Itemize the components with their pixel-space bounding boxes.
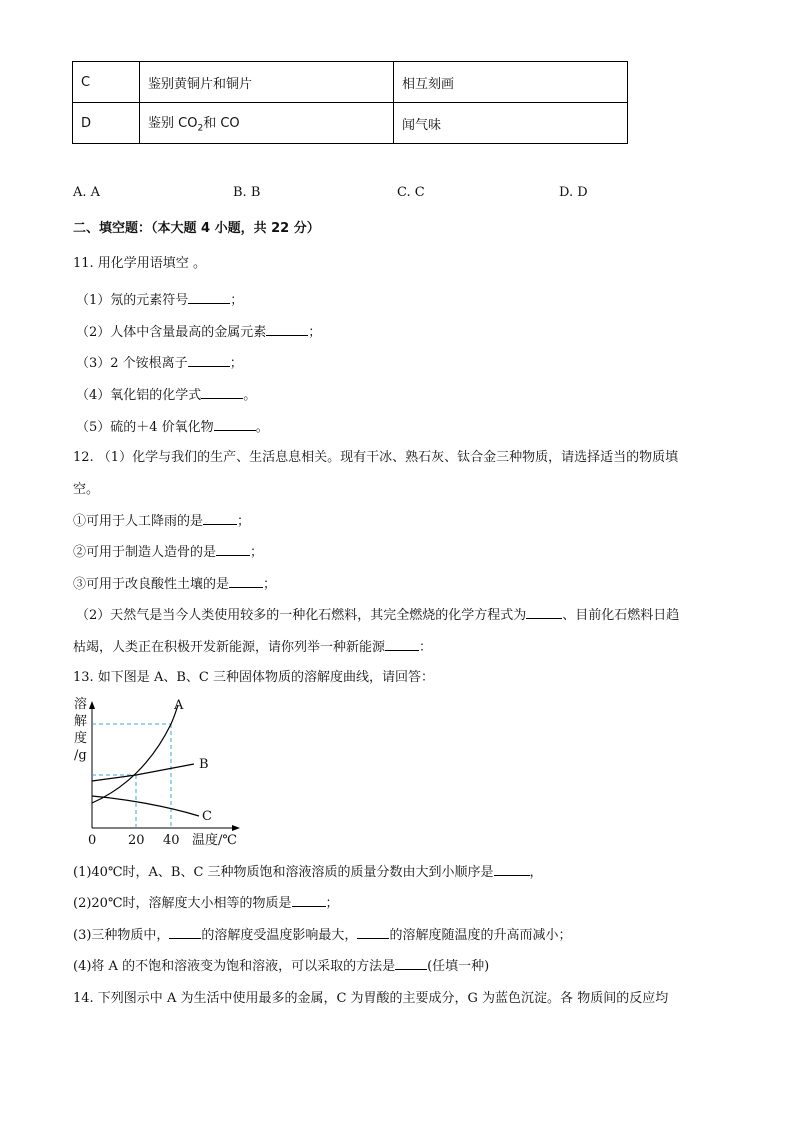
section-title: 二、填空题：（本大题 4 小题，共 22 分） <box>73 221 320 236</box>
q11-item-2: （2）人体中含量最高的金属元素 ； <box>76 325 322 340</box>
table-row <box>73 103 628 144</box>
question-11-stem: 11. 用化学用语填空 。 <box>73 256 206 271</box>
curve-c <box>92 796 199 816</box>
x-axis-label: 温度/℃ <box>192 833 237 848</box>
q11-item-4: （4）氧化铝的化学式 。 <box>76 388 257 403</box>
curve-label-c: C <box>202 809 212 824</box>
choice-c: C. C <box>397 185 425 200</box>
x-tick-label: 40 <box>163 833 180 848</box>
choice-d: D. D <box>559 185 588 200</box>
row-item: 鉴别黄铜片和铜片 <box>140 62 394 103</box>
y-label-char: /g <box>74 748 87 763</box>
q13-part-4: (4)将 A 的不饱和溶液变为饱和溶液，可以采取的方法是 (任填一种) <box>73 959 490 974</box>
curve-label-b: B <box>199 757 209 772</box>
question-12-stem-cont: 空。 <box>73 482 100 497</box>
question-14-stem: 14. 下列图示中 A 为生活中使用最多的金属，C 为胃酸的主要成分，G 为蓝色沉淀。各 物质间的反应均 <box>73 991 669 1006</box>
curve-label-a: A <box>174 698 184 713</box>
q13-part-2: (2)20℃时，溶解度大小相等的物质是 ； <box>73 896 339 911</box>
y-label-char: 解 <box>74 714 88 729</box>
question-13-stem: 13. 如下图是 A、B、C 三种固体物质的溶解度曲线，请回答： <box>73 670 434 685</box>
y-axis-arrow <box>89 701 95 709</box>
curve-a <box>92 705 178 803</box>
question-12-stem: 12. （1）化学与我们的生产、生活息息相关。现有干冰、熟石灰、钛合金三种物质，请选择适当的物质填 <box>73 450 679 465</box>
q12-part-2: （2）天然气是当今人类使用较多的一种化石燃料，其完全燃烧的化学方程式为 、目前化石燃料日趋 <box>76 608 680 623</box>
q13-part-3: (3)三种物质中， 的溶解度受温度影响最大， 的溶解度随温度的升高而减小； <box>73 928 572 943</box>
q11-item-5: （5）硫的＋4 价氧化物 。 <box>76 420 269 435</box>
choice-a: A. A <box>73 185 101 200</box>
row-label: D <box>73 103 140 144</box>
x-axis-arrow <box>232 825 240 831</box>
row-item: 鉴别 $CO_2$和 CO <box>140 103 394 144</box>
options-table <box>72 61 628 144</box>
y-label-char: 度 <box>74 731 88 746</box>
row-method: 相互刻画 <box>394 62 628 103</box>
solubility-curve-graph <box>66 693 256 853</box>
choice-b: B. B <box>233 185 261 200</box>
q12-item-2: ②可用于制造人造骨的是 ； <box>73 545 264 560</box>
q11-item-3: （3）2 个铵根离子 ； <box>76 356 243 371</box>
q11-item-1: （1）氖的元素符号 ； <box>76 293 244 308</box>
q12-item-1: ①可用于人工降雨的是 ； <box>73 514 251 529</box>
q13-part-1: (1)40℃时，A、B、C 三种物质饱和溶液溶质的质量分数由大到小顺序是 ， <box>73 865 543 880</box>
row-method: 闻气味 <box>394 103 628 144</box>
origin-label: 0 <box>88 833 97 848</box>
y-label-char: 溶 <box>74 697 88 712</box>
x-tick-label: 20 <box>128 833 145 848</box>
table-row <box>73 62 628 103</box>
q12-part-2-cont: 枯竭，人类正在积极开发新能源，请你列举一种新能源 ： <box>73 640 433 655</box>
row-label: C <box>73 62 140 103</box>
q12-item-3: ③可用于改良酸性土壤的是 ； <box>73 577 277 592</box>
